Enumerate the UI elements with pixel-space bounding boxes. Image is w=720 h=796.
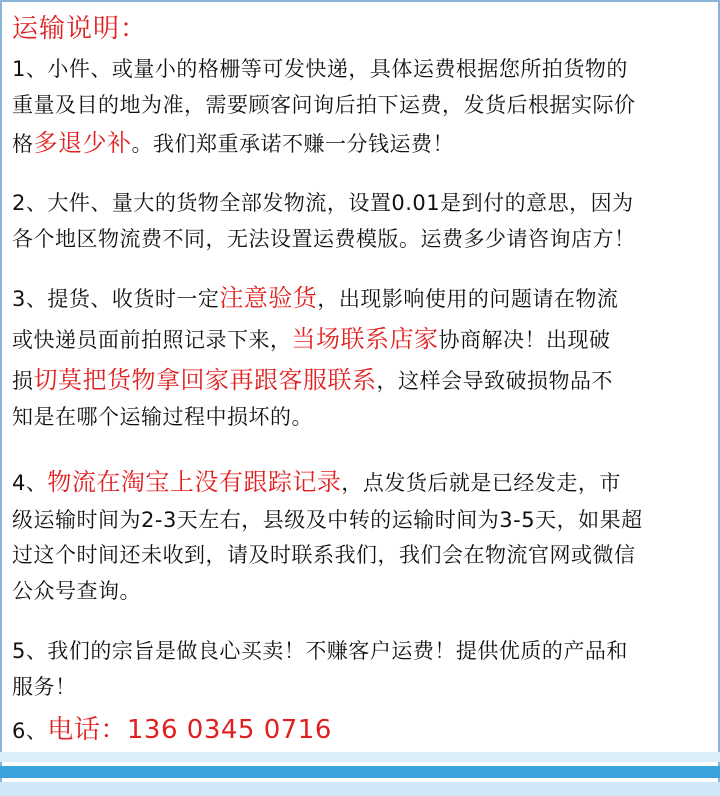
note-text: 重量及目的地为准，需要顾客问询后拍下运费，发货后根据实际价 [12,92,636,117]
note-line [12,88,712,124]
note-text: 过这个时间还未收到，请及时联系我们，我们会在物流官网或微信 [12,543,636,568]
note-line [12,634,712,670]
note-line [12,462,712,503]
highlight-text: 多退少补 [33,129,132,158]
note-text: 服务！ [12,674,77,699]
note-number: 2、 [12,191,48,215]
note-line [12,574,712,610]
phone-line [12,708,712,752]
note-line [12,400,712,436]
note-text: 级运输时间为2-3天左右，县级及中转的运输时间为3-5天，如果超 [12,507,643,532]
note-line [12,319,712,360]
note-text: ，这样会导致破损物品不 [376,368,613,393]
note-line [12,503,712,539]
phone-number: 136 0345 0716 [126,715,332,745]
note-text: 损 [12,368,34,393]
page-title: 运输说明： [12,14,148,44]
footer-stripe-blue [0,766,720,778]
shipping-note-3 [12,278,712,436]
footer-stripe-light [0,752,720,762]
note-number: 4、 [12,471,48,495]
note-line [12,360,712,401]
note-text: ，点发货后就是已经发走，市 [341,471,621,495]
note-text: 协商解决！出现破 [438,327,611,352]
highlight-text: 切莫把货物拿回家再跟客服联系 [33,365,377,394]
highlight-text: 当场联系店家 [291,324,439,353]
note-text: 知是在哪个运输过程中损坏的。 [12,405,313,430]
note-text: 大件、量大的货物全部发物流，设置0.01是到付的意思，因为 [47,191,634,215]
highlight-text: 物流在淘宝上没有跟踪记录 [47,468,342,496]
note-number: 6、 [12,719,48,743]
phone-label: 电话： [47,715,127,745]
highlight-text: 注意验货 [219,284,318,312]
note-number: 5、 [12,639,48,663]
note-text: 公众号查询。 [12,579,141,604]
note-line [12,278,712,319]
note-text: 各个地区物流费不同，无法设置运费模版。运费多少请咨询店方！ [12,226,636,251]
note-text: 提货、收货时一定 [47,287,220,311]
note-line [12,670,712,706]
note-number: 3、 [12,287,48,311]
note-number: 1、 [12,57,48,81]
note-line [12,123,712,164]
note-text: 或快递员面前拍照记录下来， [12,327,292,352]
note-text: 格 [12,132,34,157]
shipping-note-2 [12,186,712,257]
note-text: 。我们郑重承诺不赚一分钱运费！ [131,132,454,157]
note-line [12,538,712,574]
note-text: 小件、或量小的格栅等可发快递，具体运费根据您所拍货物的 [47,57,628,81]
shipping-note-4 [12,462,712,610]
note-text: ，出现影响使用的问题请在物流 [317,287,619,311]
shipping-note-5 [12,634,712,705]
shipping-note-1 [12,52,712,164]
footer-stripes [0,752,720,796]
note-line [12,186,712,222]
note-text: 我们的宗旨是做良心买卖！不赚客户运费！提供优质的产品和 [47,639,628,663]
note-line [12,52,712,88]
footer-stripe-pale [0,782,720,796]
note-line [12,222,712,258]
